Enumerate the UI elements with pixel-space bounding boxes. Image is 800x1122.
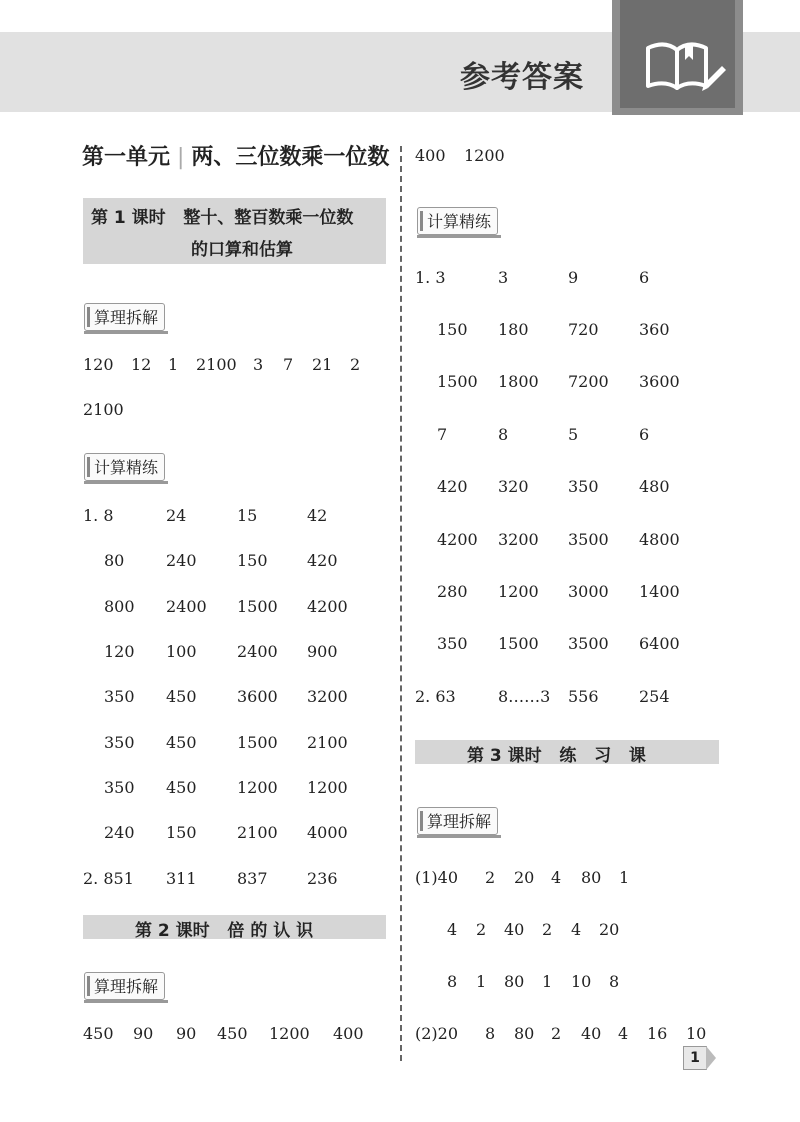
answer: 3500: [568, 530, 609, 549]
answer: 4200: [307, 597, 348, 616]
unit-number: 第一单元: [82, 145, 171, 170]
answer: 400: [415, 146, 446, 165]
answer: 4: [618, 1024, 629, 1043]
answer: 40: [581, 1024, 602, 1043]
answer: 90: [133, 1024, 154, 1043]
answer: 1: [476, 972, 487, 991]
answer: 350: [104, 687, 135, 706]
answer: 350: [568, 477, 599, 496]
unit-name: 两、三位数乘一位数: [191, 145, 390, 170]
tag-suanli-l3: 算理拆解: [417, 807, 498, 835]
answer: 1500: [498, 634, 539, 653]
answer: 1400: [639, 582, 680, 601]
answer: 1800: [498, 372, 539, 391]
answer: 2. 63: [415, 687, 456, 706]
answer: 1500: [237, 597, 278, 616]
answer: 3: [253, 355, 264, 374]
answer: 1200: [464, 146, 505, 165]
answer: 1500: [237, 733, 278, 752]
answer: 900: [307, 642, 338, 661]
answer: 150: [237, 551, 268, 570]
tag-jisuan-l2: 计算精练: [417, 207, 498, 235]
answer: 3000: [568, 582, 609, 601]
answer: 3200: [498, 530, 539, 549]
answer: 42: [307, 506, 328, 525]
answer: 350: [437, 634, 468, 653]
answer: 1: [542, 972, 553, 991]
answer: 837: [237, 869, 268, 888]
answer: 2: [542, 920, 553, 939]
answer: 3: [498, 268, 509, 287]
tag-suanli-l2: 算理拆解: [84, 972, 165, 1000]
answer: 4200: [437, 530, 478, 549]
answer: 20: [514, 868, 535, 887]
answer: 90: [176, 1024, 197, 1043]
answer: 7: [437, 425, 448, 444]
answer: 7: [283, 355, 294, 374]
answer: 2400: [237, 642, 278, 661]
answer: 1: [168, 355, 179, 374]
answer: 240: [166, 551, 197, 570]
answer: 360: [639, 320, 670, 339]
tag-suanli-l1: 算理拆解: [84, 303, 165, 331]
lesson-3-label: 第 3 课时 练 习 课: [467, 746, 646, 766]
answer: 8: [609, 972, 620, 991]
answer: 1200: [498, 582, 539, 601]
answer: 2100: [307, 733, 348, 752]
answer: 1200: [307, 778, 348, 797]
answer: 5: [568, 425, 579, 444]
answer: 2100: [196, 355, 237, 374]
answer: 2100: [237, 823, 278, 842]
answer: 556: [568, 687, 599, 706]
answer: 236: [307, 869, 338, 888]
answer: 2: [476, 920, 487, 939]
answer: 2: [350, 355, 361, 374]
answer: 1. 3: [415, 268, 446, 287]
answer: 6: [639, 425, 650, 444]
answer: 8: [498, 425, 509, 444]
answer: 1: [619, 868, 630, 887]
unit-title-separator: |: [170, 145, 192, 170]
answer: 800: [104, 597, 135, 616]
answer: 280: [437, 582, 468, 601]
answer: (1)40: [415, 868, 459, 887]
answer: 80: [581, 868, 602, 887]
answer: (2)20: [415, 1024, 459, 1043]
answer: 2400: [166, 597, 207, 616]
answer: 120: [104, 642, 135, 661]
answer: 450: [166, 687, 197, 706]
lesson-2-header: [83, 915, 386, 939]
answer: 311: [166, 869, 197, 888]
answer: 80: [514, 1024, 535, 1043]
answer: 6: [639, 268, 650, 287]
answer: 40: [504, 920, 525, 939]
answer: 24: [166, 506, 187, 525]
lesson-3-header: [415, 740, 719, 764]
answer: 120: [83, 355, 114, 374]
lesson-1-line2: 的口算和估算: [191, 240, 293, 260]
lesson-1-header: [83, 198, 386, 264]
answer: 6400: [639, 634, 680, 653]
answer: 8……3: [498, 687, 551, 706]
page-title: 参考答案: [460, 60, 584, 95]
page-number-arrow: [706, 1046, 716, 1070]
answer: 4: [551, 868, 562, 887]
answer: 450: [217, 1024, 248, 1043]
answer: 180: [498, 320, 529, 339]
answer: 240: [104, 823, 135, 842]
answer: 2. 851: [83, 869, 134, 888]
answer: 2: [551, 1024, 562, 1043]
answer: 254: [639, 687, 670, 706]
answer: 100: [166, 642, 197, 661]
lesson-2-label: 第 2 课时 倍 的 认 识: [135, 921, 314, 941]
answer: 16: [647, 1024, 668, 1043]
answer: 8: [485, 1024, 496, 1043]
answer: 4: [571, 920, 582, 939]
answer: 1500: [437, 372, 478, 391]
answer: 21: [312, 355, 333, 374]
column-divider: [400, 146, 402, 1061]
answer: 80: [504, 972, 525, 991]
answer: 450: [166, 733, 197, 752]
answer: 720: [568, 320, 599, 339]
answer: 400: [333, 1024, 364, 1043]
page-number: 1: [683, 1046, 707, 1070]
answer: 15: [237, 506, 258, 525]
answer: 2100: [83, 400, 124, 419]
answer: 1200: [237, 778, 278, 797]
tag-jisuan-l1: 计算精练: [84, 453, 165, 481]
answer: 7200: [568, 372, 609, 391]
answer: 4800: [639, 530, 680, 549]
answer: 3600: [639, 372, 680, 391]
answer: 420: [307, 551, 338, 570]
answer: 80: [104, 551, 125, 570]
answer: 20: [599, 920, 620, 939]
answer: 10: [571, 972, 592, 991]
answer: 450: [83, 1024, 114, 1043]
answer: 480: [639, 477, 670, 496]
answer: 350: [104, 778, 135, 797]
answer: 10: [686, 1024, 707, 1043]
answer: 420: [437, 477, 468, 496]
open-book-pen-icon: [620, 0, 735, 108]
answer: 9: [568, 268, 579, 287]
answer: 1200: [269, 1024, 310, 1043]
answer: 2: [485, 868, 496, 887]
answer: 4: [447, 920, 458, 939]
answer: 8: [447, 972, 458, 991]
answer: 1. 8: [83, 506, 114, 525]
answer: 3600: [237, 687, 278, 706]
answer: 3200: [307, 687, 348, 706]
answer: 320: [498, 477, 529, 496]
answer: 450: [166, 778, 197, 797]
answer: 12: [131, 355, 152, 374]
answer: 3500: [568, 634, 609, 653]
lesson-1-line1: 第 1 课时 整十、整百数乘一位数: [91, 208, 354, 228]
answer: 150: [166, 823, 197, 842]
answer: 350: [104, 733, 135, 752]
header-icon-panel: [620, 0, 735, 108]
answer: 150: [437, 320, 468, 339]
answer: 4000: [307, 823, 348, 842]
unit-title: [82, 140, 389, 171]
